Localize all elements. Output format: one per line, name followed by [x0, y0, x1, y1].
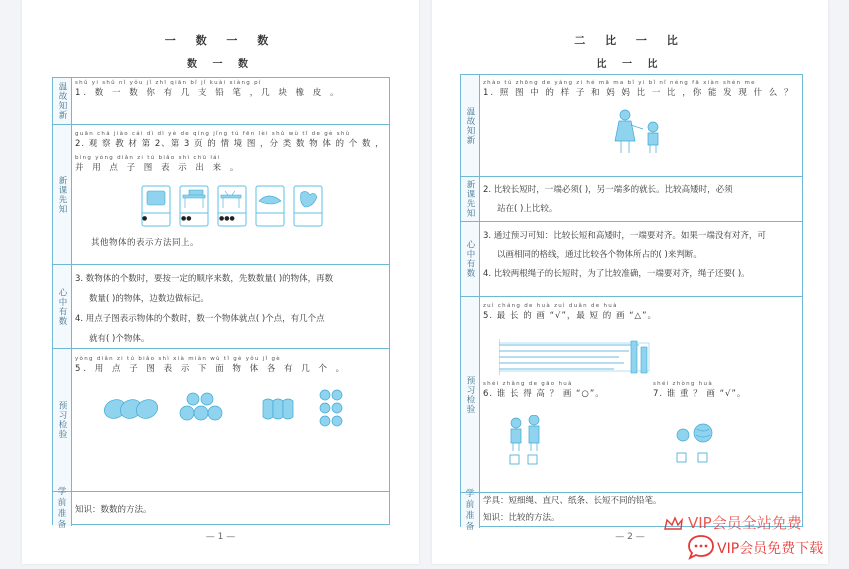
question-5: 5. 用 点 子 图 表 示 下 面 物 体 各 有 几 个 。 — [75, 364, 348, 374]
section-review — [461, 75, 802, 177]
section-label: 学前准备 — [461, 493, 480, 528]
prep-tools: 学具：短细绳、直尺、纸条、长短不同的铅笔。 — [483, 496, 662, 506]
watermark-top-text: VIP会员全站免费 — [688, 514, 802, 532]
question-2: 2. 观 察 教 材 第 2、第 3 页 的 情 境 图 ，分 类 数 物 体 的 个 数 ， — [75, 139, 385, 149]
pinyin-line: yòng diǎn zi tú biǎo shì xià miàn wù tǐ gè yǒu jǐ gè — [75, 356, 281, 362]
dots-card-3: ●●● — [219, 215, 235, 222]
section-label: 学前准备 — [53, 492, 72, 526]
section-preview-check — [461, 297, 802, 493]
dots-card-1: ● — [142, 215, 148, 222]
lesson-subtitle: 比 一 比 — [596, 59, 664, 70]
question-3-cont: 以画相同的格线，通过比较各个物体所占的( )来判断。 — [497, 250, 702, 260]
picture-cards — [141, 185, 327, 229]
section-preview-check — [53, 349, 389, 492]
question-4: 4. 比较两根绳子的长短时，为了比较准确，一端要对齐，绳子还要( )。 — [483, 269, 750, 279]
question-4-cont: 就有( )个物体。 — [89, 334, 150, 344]
section-label: 心中有数 — [53, 265, 72, 348]
section-key-points — [53, 265, 389, 349]
question-4: 4. 用点子图表示物体的个数时，数一个物体就点( )个点，有几个点 — [75, 314, 325, 324]
lesson-title: 一 数 一 数 — [164, 34, 277, 47]
page-number: — 2 — — [615, 532, 645, 542]
section-label: 预习检验 — [461, 297, 480, 492]
pinyin-line: shéi zhòng huà — [653, 381, 714, 387]
section-label: 预习检验 — [53, 349, 72, 491]
section-label: 新课先知 — [461, 177, 480, 221]
question-7: 7. 谁 重 ？ 画 “√”。 — [653, 389, 747, 399]
worksheet-page-2 — [432, 0, 828, 564]
mother-child-illustration — [611, 107, 671, 155]
question-6: 6. 谁 长 得 高 ？ 画 “○”。 — [483, 389, 605, 399]
chat-bubble-icon — [686, 533, 716, 561]
dots-card-2: ●● — [181, 215, 192, 222]
pinyin-line: shéi zhǎng de gāo huà — [483, 381, 573, 387]
question-3: 3. 数物体的个数时，要按一定的顺序来数，先数数量( )的物体，再数 — [75, 274, 334, 284]
pinyin-line: shǔ yi shǔ nǐ yǒu jǐ zhī qiān bǐ jǐ kuài xiàng pí — [75, 80, 262, 86]
question-1: 1. 数 一 数 你 有 几 支 铅 笔 ，几 块 橡 皮 。 — [75, 88, 342, 98]
watermark-text: VIP会员免费下载 — [717, 541, 824, 557]
section-review — [53, 78, 389, 125]
worksheet-table — [460, 74, 803, 532]
prep-knowledge: 知识：数数的方法。 — [75, 505, 152, 515]
section-label: 心中有数 — [461, 222, 480, 296]
worksheet-page-1 — [22, 0, 419, 564]
fruit-weight-illustration — [673, 421, 713, 465]
rope-comparison-illustration — [499, 339, 659, 375]
section-label: 温故知新 — [53, 78, 72, 124]
children-height-illustration — [506, 415, 546, 465]
question-3: 3. 通过预习可知：比较长短和高矮时，一端要对齐。如果一端没有对齐，可 — [483, 231, 766, 241]
pinyin-line: zhào tú zhōng de yàng zi hé mā ma bǐ yi bǐ nǐ néng fā xiàn shén me — [483, 80, 756, 86]
note-line: 其他物体的表示方法同上。 — [91, 238, 200, 248]
vip-crown-icon — [662, 513, 684, 533]
pinyin-line: zuì cháng de huà zuì duǎn de huà — [483, 303, 618, 309]
question-2-cont: 并 用 点 子 图 表 示 出 来 。 — [75, 163, 242, 173]
question-2-cont: 站在( )上比较。 — [497, 204, 558, 214]
question-5: 5. 最 长 的 画 “√”，最 短 的 画 “△”。 — [483, 311, 657, 321]
section-preparation — [53, 487, 389, 530]
section-new-lesson — [461, 177, 802, 222]
pinyin-line: guān chá jiào cái dì dì yè de qíng jǐng tú fēn lèi shǔ wù tǐ de gè shù — [75, 131, 351, 137]
watermark — [686, 532, 846, 562]
watermark-top — [660, 511, 840, 533]
lesson-title: 二 比 一 比 — [574, 34, 686, 47]
pinyin-line: bìng yòng diǎn zi tú biǎo shì chū lái — [75, 155, 221, 161]
question-2: 2. 比较长短时，一端必须( )，另一端多的就长。比较高矮时，必须 — [483, 185, 733, 195]
question-1: 1. 照 图 中 的 样 子 和 妈 妈 比 一 比 ，你 能 发 现 什 么 ？ — [483, 88, 795, 98]
section-label: 温故知新 — [461, 75, 480, 176]
lesson-subtitle: 数 一 数 — [187, 59, 254, 70]
page-number: — 1 — — [205, 532, 236, 542]
question-3-cont: 数量( )的物体，边数边做标记。 — [89, 294, 209, 304]
section-key-points — [461, 222, 802, 297]
section-label: 新课先知 — [53, 125, 72, 264]
fruit-illustration — [103, 387, 363, 433]
worksheet-table — [52, 77, 390, 530]
section-new-lesson — [53, 125, 389, 265]
prep-knowledge: 知识：比较的方法。 — [483, 513, 560, 523]
